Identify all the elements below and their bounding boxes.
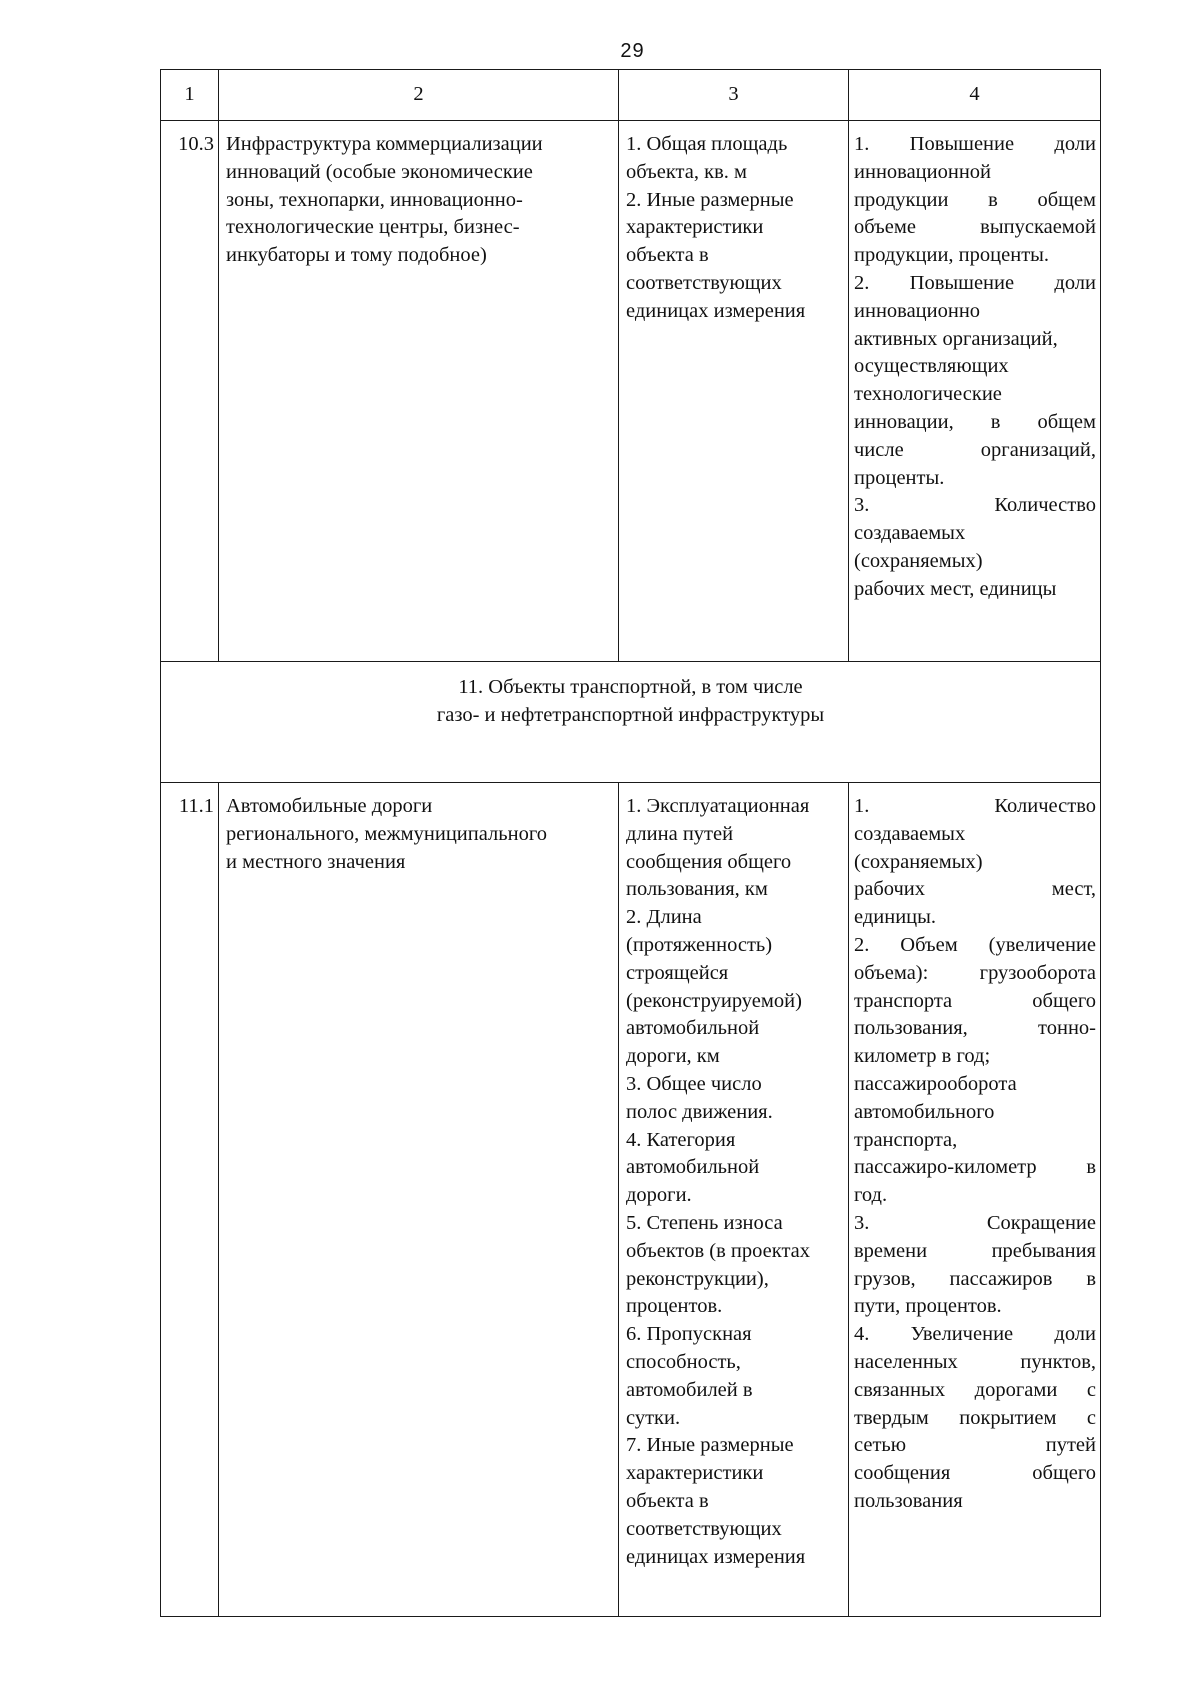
header-cell-1: 1 bbox=[161, 70, 219, 121]
text-line: пользования, тонно- bbox=[854, 1017, 1096, 1040]
text-line: пути, процентов. bbox=[854, 1295, 1002, 1318]
measure-cell bbox=[619, 783, 849, 1617]
text-line: характеристики bbox=[626, 1462, 764, 1485]
text-line: транспорта общего bbox=[854, 989, 1096, 1012]
text-line: единицах измерения bbox=[626, 1545, 806, 1568]
text-line: длина путей bbox=[626, 822, 734, 845]
text-line: 11. Объекты транспортной, в том числе bbox=[458, 676, 803, 698]
text-line: рабочих мест, единицы bbox=[854, 577, 1057, 600]
text-line: 4. Увеличение доли bbox=[854, 1323, 1096, 1346]
header-cell-4: 4 bbox=[849, 70, 1101, 121]
text-line: 2. Повышение доли bbox=[854, 271, 1096, 294]
text-line: 1. Эксплуатационная bbox=[626, 795, 810, 817]
text-line: процентов. bbox=[626, 1295, 723, 1318]
text-line: пассажирооборота bbox=[854, 1072, 1017, 1095]
text-line: технологические bbox=[854, 383, 1002, 406]
text-line: осуществляющих bbox=[854, 355, 1009, 378]
text-line: пассажиро-километр в bbox=[854, 1156, 1096, 1179]
text-line: регионального, межмуниципального bbox=[226, 822, 547, 845]
text-line: автомобильного bbox=[854, 1100, 995, 1123]
text-line: объектов (в проектах bbox=[626, 1239, 810, 1262]
text-line: 3. Сокращение bbox=[854, 1211, 1096, 1234]
text-line: единицах измерения bbox=[626, 299, 806, 322]
text-line: автомобилей в bbox=[626, 1378, 753, 1401]
indicator-cell bbox=[849, 121, 1101, 662]
text-line: реконструкции), bbox=[626, 1267, 769, 1290]
text-line: 2. Длина bbox=[626, 906, 702, 929]
text-line: создаваемых bbox=[854, 522, 966, 545]
text-line: 1. Повышение доли bbox=[854, 133, 1096, 155]
text-line: 1. Общая площадь bbox=[626, 133, 788, 155]
text-line: 4. Категория bbox=[626, 1128, 736, 1151]
text-line: дороги. bbox=[626, 1184, 692, 1207]
text-line: инноваций (особые экономические bbox=[226, 160, 533, 183]
text-line: 1. Количество bbox=[854, 795, 1096, 817]
text-line: дороги, км bbox=[626, 1045, 720, 1068]
indicator-cell bbox=[849, 783, 1101, 1617]
text-line: зоны, технопарки, инновационно- bbox=[226, 188, 523, 211]
text-line: объекта в bbox=[626, 244, 709, 267]
text-line: автомобильной bbox=[626, 1017, 760, 1040]
text-line: объекта, кв. м bbox=[626, 160, 747, 183]
text-line: числе организаций, bbox=[854, 438, 1096, 461]
text-line: единицы. bbox=[854, 906, 937, 929]
text-line: связанных дорогами с bbox=[854, 1378, 1096, 1401]
text-line: год. bbox=[854, 1184, 888, 1207]
text-line: (сохраняемых) bbox=[854, 549, 983, 572]
text-line: 6. Пропускная bbox=[626, 1323, 752, 1346]
text-line: твердым покрытием с bbox=[854, 1406, 1096, 1429]
text-line: 3. Общее число bbox=[626, 1072, 762, 1095]
text-line: сообщения общего bbox=[854, 1462, 1096, 1485]
text-line: продукции, проценты. bbox=[854, 244, 1050, 267]
text-line: километр в год; bbox=[854, 1045, 991, 1068]
text-line: 5. Степень износа bbox=[626, 1211, 783, 1234]
section-heading-row bbox=[161, 662, 1101, 783]
text-line: объекта в bbox=[626, 1489, 709, 1512]
text-line: пользования, км bbox=[626, 878, 768, 901]
text-line: Инфраструктура коммерциализации bbox=[226, 133, 543, 155]
page-number: 29 bbox=[620, 40, 645, 62]
text-line: характеристики bbox=[626, 216, 764, 239]
text-line: объеме выпускаемой bbox=[854, 216, 1096, 239]
text-line: сутки. bbox=[626, 1406, 681, 1429]
measure-cell bbox=[619, 121, 849, 662]
table-row-11-1 bbox=[161, 783, 1101, 1617]
text-line: проценты. bbox=[854, 466, 945, 489]
text-line: полос движения. bbox=[626, 1100, 773, 1123]
text-line: объема): грузооборота bbox=[854, 961, 1096, 984]
text-line: времени пребывания bbox=[854, 1239, 1096, 1262]
text-line: и местного значения bbox=[226, 850, 406, 873]
text-line: создаваемых bbox=[854, 822, 966, 845]
text-line: (сохраняемых) bbox=[854, 850, 983, 873]
object-name-cell bbox=[219, 121, 619, 662]
text-line: Автомобильные дороги bbox=[226, 795, 433, 817]
header-cell-3: 3 bbox=[619, 70, 849, 121]
text-line: активных организаций, bbox=[854, 327, 1058, 350]
section-heading bbox=[161, 662, 1101, 783]
text-line: сетью путей bbox=[854, 1434, 1096, 1457]
row-number: 10.3 bbox=[161, 121, 219, 662]
text-line: (протяженность) bbox=[626, 933, 773, 956]
text-line: 3. Количество bbox=[854, 494, 1096, 517]
text-line: продукции в общем bbox=[854, 188, 1096, 211]
text-line: инновационно bbox=[854, 299, 981, 322]
text-line: соответствующих bbox=[626, 1517, 782, 1540]
text-line: пользования bbox=[854, 1489, 963, 1512]
header-cell-2: 2 bbox=[219, 70, 619, 121]
table-row-10-3 bbox=[161, 121, 1101, 662]
text-line: грузов, пассажиров в bbox=[854, 1267, 1096, 1290]
text-line: транспорта, bbox=[854, 1128, 958, 1151]
text-line: инкубаторы и тому подобное) bbox=[226, 244, 487, 267]
text-line: 2. Иные размерные bbox=[626, 188, 794, 211]
text-line: населенных пунктов, bbox=[854, 1350, 1096, 1373]
text-line: соответствующих bbox=[626, 271, 782, 294]
row-number: 11.1 bbox=[161, 783, 219, 1617]
text-line: газо- и нефтетранспортной инфраструктуры bbox=[436, 703, 825, 726]
text-line: рабочих мест, bbox=[854, 878, 1096, 901]
text-line: сообщения общего bbox=[626, 850, 792, 873]
text-line: способность, bbox=[626, 1350, 741, 1373]
text-line: строящейся bbox=[626, 961, 729, 984]
table-header-row bbox=[161, 70, 1101, 121]
text-line: 2. Объем (увеличение bbox=[854, 933, 1096, 956]
text-line: автомобильной bbox=[626, 1156, 760, 1179]
text-line: технологические центры, бизнес- bbox=[226, 216, 520, 239]
text-line: (реконструируемой) bbox=[626, 989, 802, 1012]
text-line: инновационной bbox=[854, 160, 992, 183]
text-line: 7. Иные размерные bbox=[626, 1434, 794, 1457]
text-line: инновации, в общем bbox=[854, 410, 1096, 433]
object-name-cell bbox=[219, 783, 619, 1617]
document-table bbox=[160, 69, 1101, 1617]
